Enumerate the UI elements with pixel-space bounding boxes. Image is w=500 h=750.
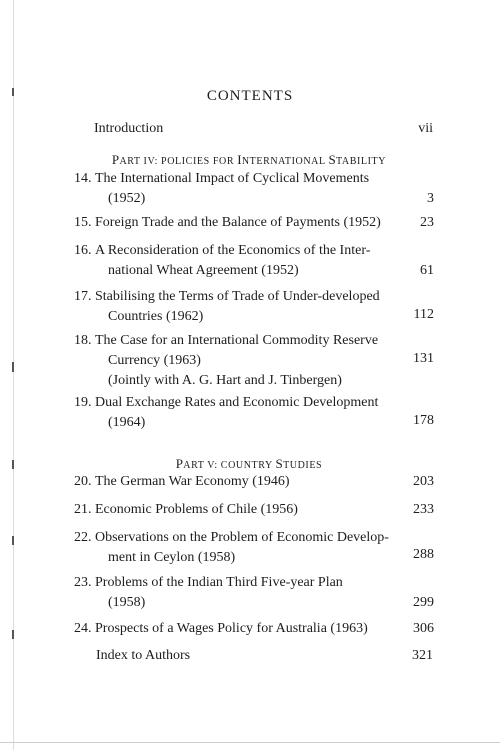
entry-page: 23 xyxy=(420,215,434,230)
toc-entry xyxy=(74,393,434,433)
edge-mark xyxy=(12,460,14,469)
entry-title: Foreign Trade and the Balance of Payments (1952) xyxy=(95,215,381,230)
entry-page: 3 xyxy=(427,191,434,206)
toc-entry xyxy=(74,500,434,520)
entry-number: 17. xyxy=(74,289,92,304)
entry-title: The Case for an International Commodity Reserve Currency (1963) (Jointly with A. G. Hart and J. Tinbergen) xyxy=(95,333,379,388)
part-v-heading: PART V: COUNTRY STUDIES xyxy=(175,456,323,471)
toc-entry xyxy=(74,287,434,327)
page-bottom-edge xyxy=(0,742,500,743)
page-title: CONTENTS xyxy=(206,88,294,104)
entry-number: 21. xyxy=(74,502,92,517)
edge-mark xyxy=(12,362,14,372)
toc-entry xyxy=(74,213,434,233)
toc-entry xyxy=(74,241,434,281)
entry-page: 306 xyxy=(413,621,434,636)
entry-number: 14. xyxy=(74,171,92,186)
entry-page: 299 xyxy=(413,595,434,610)
entry-page: 112 xyxy=(413,307,434,322)
toc-entry xyxy=(74,169,434,209)
introduction-page: vii xyxy=(418,121,433,136)
entry-number: 20. xyxy=(74,474,92,489)
entry-page: 131 xyxy=(413,351,434,366)
entry-number: 19. xyxy=(74,395,92,410)
entry-title: Stabilising the Terms of Trade of Under-developed Countries (1962) xyxy=(95,289,380,324)
entry-title: Prospects of a Wages Policy for Australia (1963) xyxy=(95,621,368,636)
entry-title: Dual Exchange Rates and Economic Development (1964) xyxy=(95,395,379,430)
entry-number: 24. xyxy=(74,621,92,636)
entry-number: 23. xyxy=(74,575,92,590)
index-label: Index to Authors xyxy=(96,648,191,663)
entry-number: 16. xyxy=(74,243,92,258)
entry-number: 18. xyxy=(74,333,92,348)
toc-entry xyxy=(74,472,434,492)
toc-entry xyxy=(74,528,434,568)
entry-title: Economic Problems of Chile (1956) xyxy=(95,502,298,517)
entry-title: Observations on the Problem of Economic Develop- ment in Ceylon (1958) xyxy=(95,530,389,565)
toc-entry xyxy=(74,331,434,391)
entry-page: 61 xyxy=(420,263,434,278)
entry-page: 178 xyxy=(413,413,434,428)
introduction-label: Introduction xyxy=(94,121,164,136)
edge-mark xyxy=(12,536,14,545)
entry-title: A Reconsideration of the Economics of the Inter- national Wheat Agreement (1952) xyxy=(95,243,371,278)
entry-title: The German War Economy (1946) xyxy=(95,474,290,489)
entry-page: 203 xyxy=(413,474,434,489)
part-iv-heading: PART IV: POLICIES FOR INTERNATIONAL STABILITY xyxy=(111,152,387,167)
entry-title: The International Impact of Cyclical Movements (1952) xyxy=(95,171,370,206)
toc-entry xyxy=(74,619,434,639)
edge-mark xyxy=(12,630,14,639)
toc-entry xyxy=(74,573,434,613)
entry-page: 288 xyxy=(413,547,434,562)
index-page: 321 xyxy=(412,648,433,663)
entry-page: 233 xyxy=(413,502,434,517)
entry-number: 15. xyxy=(74,215,92,230)
entry-number: 22. xyxy=(74,530,92,545)
entry-title: Problems of the Indian Third Five-year Plan (1958) xyxy=(95,575,343,610)
